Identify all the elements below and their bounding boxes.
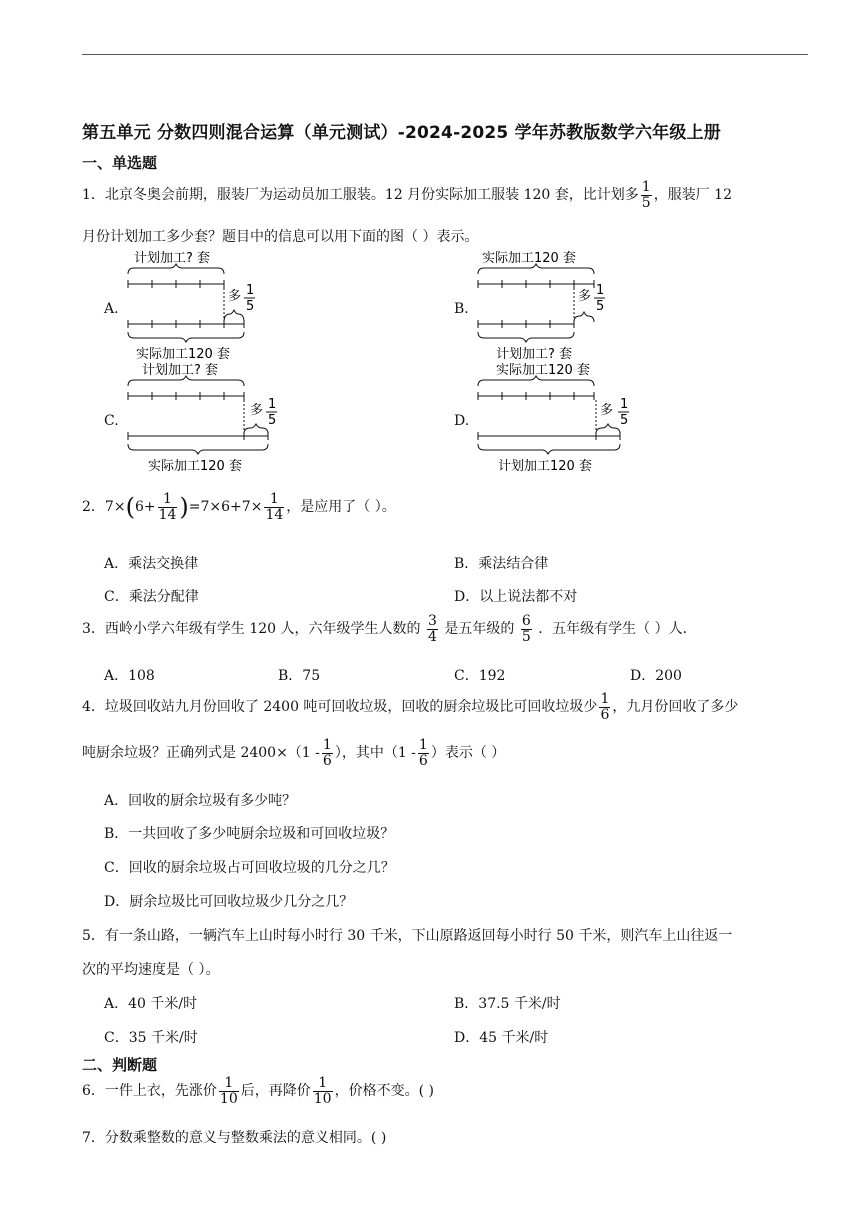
diagram-b-more: 多	[578, 289, 592, 304]
q1-text-end: ，服装厂 12	[653, 187, 732, 204]
q6-fraction-2: $\frac{1}{10}$	[313, 1075, 332, 1107]
q1-option-d-diagram	[474, 360, 634, 476]
q4-text-d: ），其中（1 -	[334, 745, 416, 762]
diagram-d-top-label: 实际加工120 套	[496, 363, 590, 378]
q4-fraction-1: $\frac{1}{6}$	[600, 691, 610, 723]
diagram-d-bottom-label: 计划加工120 套	[498, 459, 592, 474]
q3-line	[82, 614, 697, 644]
q2-fraction-2: $\frac{1}{14}$	[265, 491, 284, 523]
q1-option-b-diagram	[474, 248, 614, 364]
q2-line: 2．7×(6+ $\frac{1}{14}$ )=7×6+7× $\frac{1}{14}$ ，是应用了（ ）。	[82, 491, 396, 523]
diagram-c-bottom-label: 实际加工120 套	[148, 459, 242, 474]
q4-text-c: 吨厨余垃圾？正确列式是 2400×（1 -	[82, 745, 320, 762]
q4-text-a: 4．垃圾回收站九月份回收了 2400 吨可回收垃圾，回收的厨余垃圾比可回收垃圾少	[82, 699, 598, 716]
q1-line1	[82, 180, 732, 210]
q4-fraction-2: $\frac{1}{6}$	[322, 737, 332, 769]
diagram-d-frac-d: 5	[620, 413, 629, 428]
q3-text-c: ．五年级有学生（ ）人．	[538, 621, 697, 638]
diagram-b-frac-n: 1	[596, 283, 605, 298]
diagram-a-top-label: 计划加工? 套	[134, 251, 211, 266]
q2-fraction-1: $\frac{1}{14}$	[158, 491, 177, 523]
q1-line2: 月份计划加工多少套？题目中的信息可以用下面的图（ ）表示。	[82, 229, 479, 245]
diagram-a-frac-d: 5	[246, 299, 255, 314]
q4-text-b: ，九月份回收了多少	[612, 699, 739, 716]
q2-tail: ，是应用了（ ）。	[286, 499, 396, 516]
q2-expr-b: 6+	[134, 499, 156, 516]
diagram-b-frac-d: 5	[596, 299, 605, 314]
diagram-a-bottom-label: 实际加工120 套	[136, 347, 230, 362]
q6-text-b: 后，再降价	[240, 1083, 311, 1100]
q1-fraction: $\frac{1}{5}$	[641, 179, 651, 211]
q3-option-a[interactable]: A．108	[104, 668, 155, 684]
q3-fraction-1: $\frac{3}{4}$	[427, 613, 437, 645]
diagram-c-more: 多	[250, 403, 264, 418]
q4-fraction-3: $\frac{1}{6}$	[418, 737, 428, 769]
q4-line1	[82, 692, 738, 722]
diagram-d-more: 多	[600, 403, 614, 418]
q6-text-a: 6．一件上衣，先涨价	[82, 1083, 217, 1100]
q4-option-d[interactable]: D．厨余垃圾比可回收垃圾少几分之几？	[104, 894, 354, 910]
q5-option-a[interactable]: A．40 千米/时	[104, 996, 198, 1012]
q2-option-c[interactable]: C．乘法分配律	[104, 589, 199, 605]
diagram-c-frac-d: 5	[268, 413, 277, 428]
page-title: 第五单元 分数四则混合运算（单元测试）-2024-2025 学年苏教版数学六年级上册	[82, 123, 721, 143]
q6-line	[82, 1076, 434, 1106]
q1-option-b-label[interactable]: B.	[454, 301, 469, 317]
q3-option-c[interactable]: C．192	[454, 668, 506, 684]
q2-expr-c: =7×6+7×	[188, 499, 263, 516]
q1-option-c-diagram	[124, 360, 284, 476]
q2-option-d[interactable]: D．以上说法都不对	[454, 589, 578, 605]
q6-text-c: ，价格不变。( )	[334, 1083, 434, 1100]
q2-expr-a: 7×	[104, 499, 126, 516]
q4-text-e: ）表示（ ）	[430, 745, 506, 762]
q4-line2	[82, 738, 505, 768]
q4-option-a[interactable]: A．回收的厨余垃圾有多少吨？	[104, 793, 297, 809]
q5-option-b[interactable]: B．37.5 千米/时	[454, 996, 561, 1012]
section-heading-single-choice: 一、单选题	[82, 154, 158, 172]
q6-fraction-1: $\frac{1}{10}$	[219, 1075, 238, 1107]
q5-line1: 5．有一条山路，一辆汽车上山时每小时行 30 千米，下山原路返回每小时行 50 千米，则汽车上山往返一	[82, 928, 733, 944]
q2-option-b[interactable]: B．乘法结合律	[454, 556, 549, 572]
q5-option-d[interactable]: D．45 千米/时	[454, 1030, 549, 1046]
diagram-a-frac-n: 1	[246, 283, 255, 298]
q4-option-c[interactable]: C．回收的厨余垃圾占可回收垃圾的几分之几？	[104, 860, 395, 876]
diagram-b-bottom-label: 计划加工? 套	[496, 347, 573, 362]
q2-option-a[interactable]: A．乘法交换律	[104, 556, 199, 572]
q1-option-c-label[interactable]: C.	[104, 413, 119, 429]
q3-option-b[interactable]: B．75	[278, 668, 321, 684]
q1-option-d-label[interactable]: D.	[454, 413, 470, 429]
q1-option-a-label[interactable]: A.	[104, 301, 119, 317]
q5-line2: 次的平均速度是（ ）。	[82, 962, 220, 978]
q3-text-b: 是五年级的	[444, 621, 515, 638]
diagram-b-top-label: 实际加工120 套	[482, 251, 576, 266]
section-heading-true-false: 二、判断题	[82, 1056, 158, 1074]
diagram-a-more: 多	[228, 289, 242, 304]
q1-option-a-diagram	[124, 248, 264, 364]
q1-text: 1．北京冬奥会前期，服装厂为运动员加工服装。12 月份实际加工服装 120 套，比计划多	[82, 187, 639, 204]
diagram-d-frac-n: 1	[620, 397, 629, 412]
diagram-c-frac-n: 1	[268, 397, 277, 412]
q7-line: 7．分数乘整数的意义与整数乘法的意义相同。( )	[82, 1130, 387, 1146]
q5-option-c[interactable]: C．35 千米/时	[104, 1030, 198, 1046]
q3-text-a: 3．西岭小学六年级有学生 120 人，六年级学生人数的	[82, 621, 421, 638]
q3-option-d[interactable]: D．200	[630, 668, 682, 684]
header-rule	[82, 54, 808, 55]
diagram-c-top-label: 计划加工? 套	[142, 363, 219, 378]
q4-option-b[interactable]: B．一共回收了多少吨厨余垃圾和可回收垃圾？	[104, 826, 395, 842]
q3-fraction-2: $\frac{6}{5}$	[521, 613, 531, 645]
